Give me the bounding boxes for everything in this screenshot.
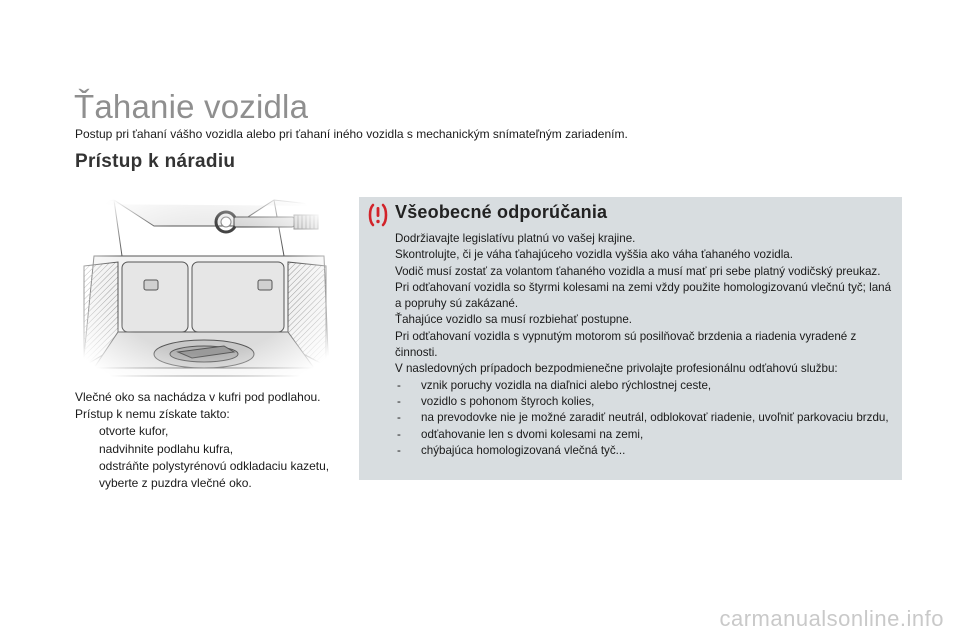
list-item-text: chýbajúca homologizovaná vlečná tyč... xyxy=(421,443,626,457)
list-item xyxy=(395,443,895,459)
list-item-text: odstráňte polystyrénovú odkladaciu kazetu, xyxy=(99,458,330,473)
list-item-text: vznik poruchy vozidla na diaľnici alebo rýchlostnej ceste, xyxy=(421,378,712,392)
professional-service-cases-list xyxy=(395,378,895,459)
site-watermark: carmanualsonline.info xyxy=(719,606,944,631)
instruction-intro-line: Prístup k nemu získate takto: xyxy=(75,407,230,422)
section-heading-tool-access: Prístup k náradiu xyxy=(75,151,236,172)
list-item-text: odťahovanie len s dvomi kolesami na zemi, xyxy=(421,427,644,441)
warning-heading: Všeobecné odporúčania xyxy=(395,202,608,222)
list-item xyxy=(75,458,345,475)
warning-paragraph: Vodič musí zostať za volantom ťahaného vozidla a musí mať pri sebe platný vodičský preukaz. xyxy=(395,264,881,278)
list-item xyxy=(395,427,895,443)
general-recommendations-panel xyxy=(359,197,902,480)
tool-access-instructions xyxy=(75,389,345,492)
warning-exclamation-icon xyxy=(367,203,389,227)
list-item xyxy=(395,378,895,394)
list-item-text: na prevodovke nie je možné zaradiť neutrál, odblokovať riadenie, uvoľniť parkovaciu brzdu, xyxy=(421,411,889,425)
list-item xyxy=(395,410,895,426)
list-item-text: vozidlo s pohonom štyroch kolies, xyxy=(421,394,595,408)
list-item xyxy=(395,394,895,410)
list-item-text: otvorte kufor, xyxy=(99,424,169,439)
dash-bullet: - xyxy=(397,394,401,408)
car-trunk-illustration xyxy=(74,196,336,380)
instruction-intro-line: Vlečné oko sa nachádza v kufri pod podlahou. xyxy=(75,390,321,404)
warning-paragraph: Pri odťahovaní vozidla s vypnutým motorom sú posilňovač brzdenia a riadenia vyradené z činnosti. xyxy=(395,329,857,360)
dash-bullet: - xyxy=(397,427,401,441)
dash-bullet: - xyxy=(397,378,401,392)
warning-paragraph: Ťahajúce vozidlo sa musí rozbiehať postupne. xyxy=(395,313,633,327)
warning-paragraph: Pri odťahovaní vozidla so štyrmi kolesami na zemi vždy použite homologizovanú vlečnú tyč; laná a popruhy sú zakázané. xyxy=(395,280,892,311)
warning-paragraph: V nasledovných prípadoch bezpodmienečne privolajte profesionálnu odťahovú službu: xyxy=(395,362,838,376)
warning-paragraph: Dodržiavajte legislatívu platnú vo vašej krajine. xyxy=(395,232,636,245)
dash-bullet: - xyxy=(397,443,401,457)
warning-paragraph: Skontrolujte, či je váha ťahajúceho vozidla vyššia ako váha ťahaného vozidla. xyxy=(395,248,793,262)
list-item-text: vyberte z puzdra vlečné oko. xyxy=(99,476,252,491)
page-subtitle: Postup pri ťahaní vášho vozidla alebo pri ťahaní iného vozidla s mechanickým snímateľným zariadením. xyxy=(75,127,628,141)
instruction-steps-list xyxy=(75,423,345,492)
list-item xyxy=(75,441,345,458)
list-item-text: nadvihnite podlahu kufra, xyxy=(99,441,234,456)
list-item xyxy=(75,423,345,440)
list-item xyxy=(75,475,345,492)
page-title: Ťahanie vozidla xyxy=(74,88,309,125)
warning-body xyxy=(395,231,895,459)
dash-bullet: - xyxy=(397,411,401,425)
